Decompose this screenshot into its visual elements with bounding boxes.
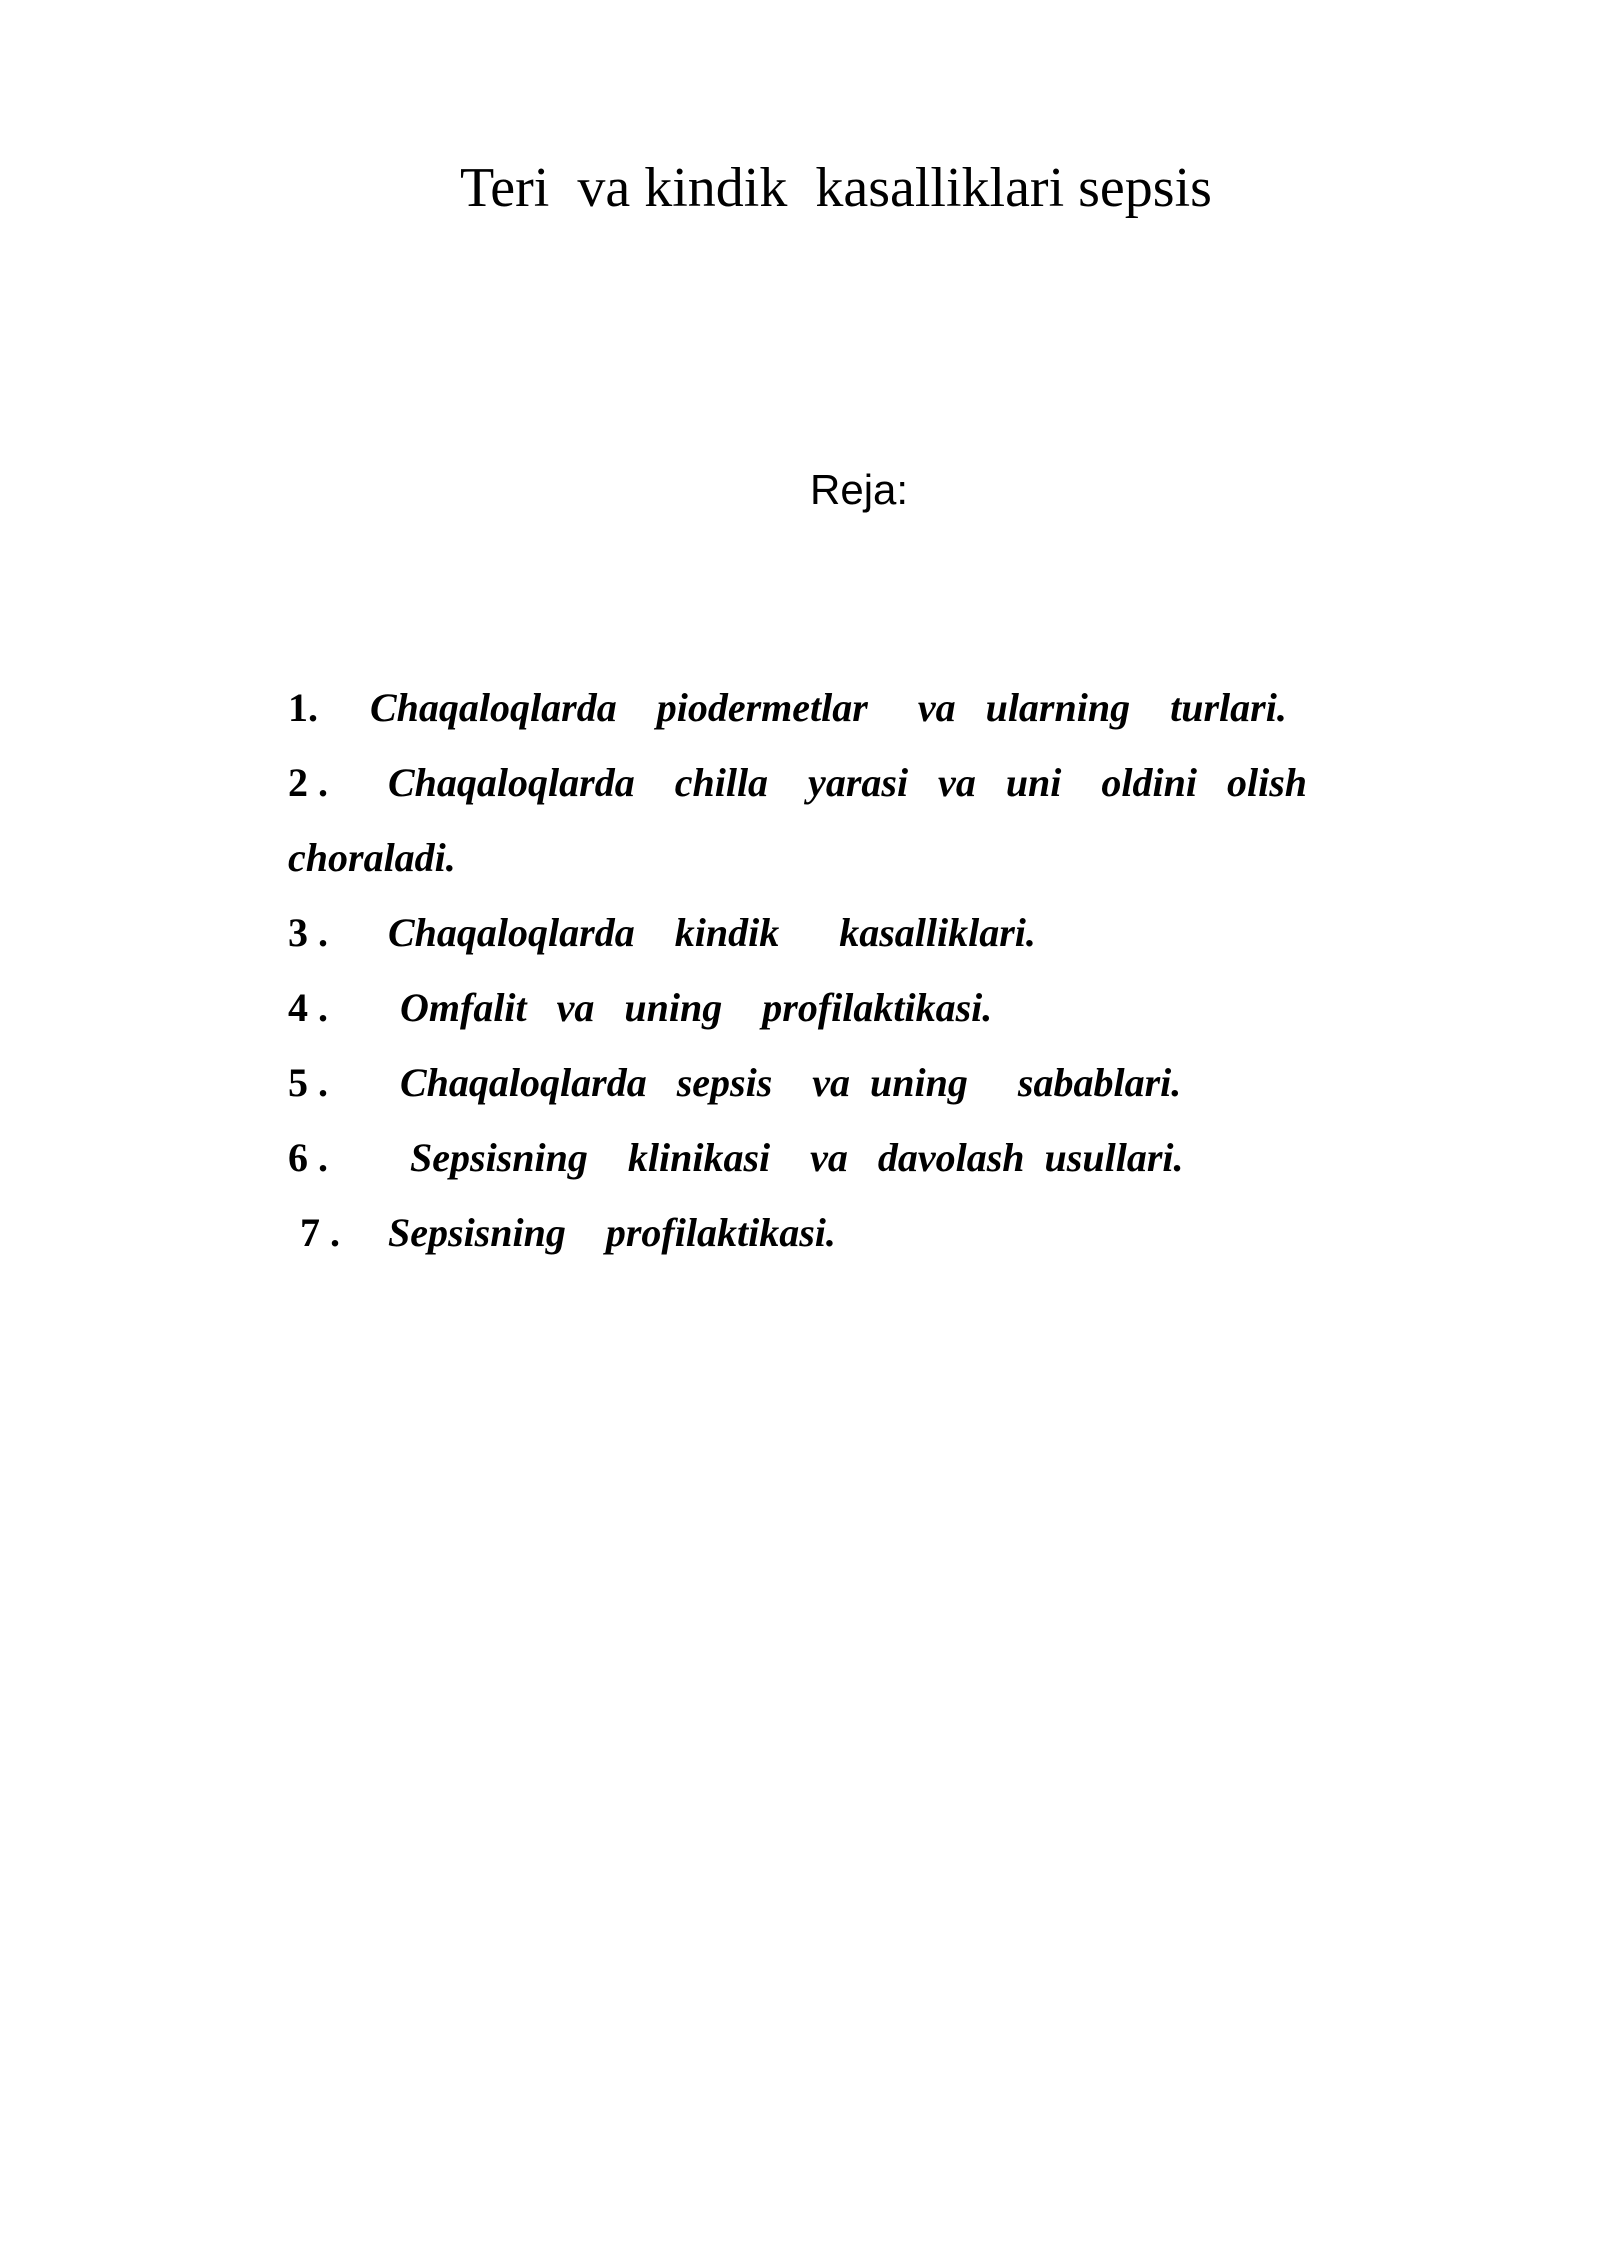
- plan-item-number: 3 .: [288, 910, 328, 955]
- document-title: Teri va kindik kasalliklari sepsis: [460, 157, 1212, 219]
- plan-item-number: 5 .: [288, 1060, 328, 1105]
- plan-item: [228, 1068, 1184, 1180]
- plan-item-number: 2 .: [288, 760, 328, 805]
- plan-item-number: 7 .: [300, 1210, 340, 1255]
- plan-item-number: 6 .: [288, 1135, 328, 1180]
- plan-item: [228, 693, 1308, 805]
- plan-item-text: Chaqaloqlarda chilla yarasi va uni oldini olish: [388, 760, 1308, 805]
- plan-item: [228, 993, 1182, 1105]
- plan-item-text: Sepsisning klinikasi va davolash usullari.: [410, 1135, 1184, 1180]
- plan-item-number: 1.: [288, 685, 318, 730]
- plan-heading: Reja:: [810, 466, 909, 513]
- plan-item: [228, 618, 1287, 730]
- plan-item-text: Chaqaloqlarda piodermetlar va ularning turlari.: [370, 685, 1287, 730]
- plan-item: [228, 918, 993, 1030]
- plan-item: [240, 1143, 836, 1255]
- plan-item-text: choraladi.: [288, 835, 456, 880]
- plan-item-text: Omfalit va uning profilaktikasi.: [400, 985, 993, 1030]
- plan-item-text: Chaqaloqlarda kindik kasalliklari.: [388, 910, 1036, 955]
- plan-item: [228, 843, 1036, 955]
- plan-item-text: Sepsisning profilaktikasi.: [388, 1210, 836, 1255]
- plan-item-number: 4 .: [288, 985, 328, 1030]
- plan-item-text: Chaqaloqlarda sepsis va uning sabablari.: [400, 1060, 1182, 1105]
- plan-item-continuation: [228, 768, 456, 880]
